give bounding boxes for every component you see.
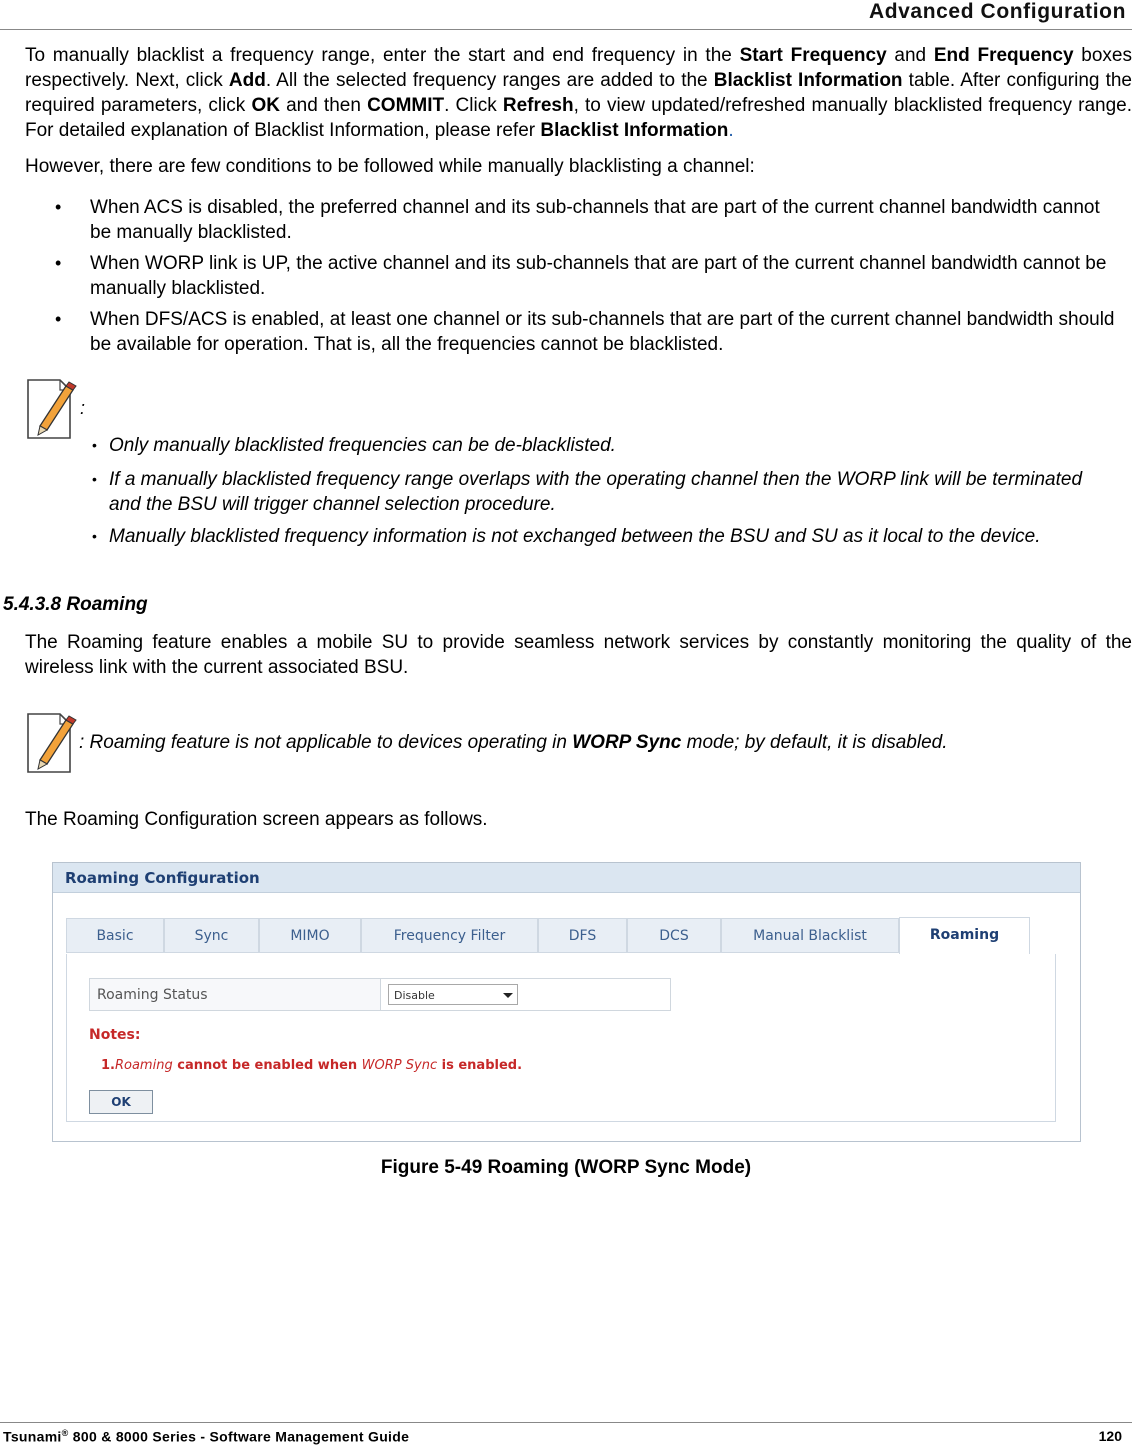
- note-colon: :: [80, 398, 86, 418]
- screen-intro: The Roaming Configuration screen appears as follows.: [25, 809, 488, 830]
- roaming-note: [79, 732, 948, 754]
- footer-title: [3, 1428, 409, 1445]
- bullet: •: [55, 253, 62, 273]
- header-rule: [0, 29, 1132, 30]
- roaming-status-label: Roaming Status: [90, 979, 381, 1010]
- roaming-paragraph: The Roaming feature enables a mobile SU to provide seamless network services by constantly monitoring the quality of the wireless link with the current associated BSU.: [25, 632, 1132, 678]
- bold-term: Refresh: [502, 95, 574, 116]
- condition-item: [55, 251, 1120, 301]
- text-run: To manually blacklist a frequency range, enter the start and end frequency in the: [25, 45, 740, 66]
- chevron-down-icon: [503, 993, 513, 998]
- bold-term: WORP Sync: [572, 732, 682, 753]
- tab-panel: [66, 954, 1056, 1122]
- text-run: . All the selected frequency ranges are added to the: [265, 70, 714, 91]
- text-run: 1.: [101, 1058, 115, 1073]
- text-run: and then: [279, 95, 368, 116]
- bullet: •: [55, 197, 62, 217]
- text-run: 800 & 8000 Series - Software Management Guide: [68, 1428, 410, 1445]
- page-header-title: Advanced Configuration: [868, 0, 1126, 23]
- text-run: , to view updated/refreshed manually blacklisted frequency range. For detailed explanation of Blacklist Information, please refer: [25, 95, 1132, 141]
- text-run: cannot be enabled when: [172, 1058, 362, 1073]
- condition-item: [55, 307, 1120, 357]
- text-run: boxes respectively. Next, click: [25, 45, 1132, 91]
- bullet: •: [92, 471, 97, 487]
- text-run: . Click: [444, 95, 503, 116]
- condition-text: When ACS is disabled, the preferred channel and its sub-channels that are part of the current channel bandwidth cannot be manually blacklisted.: [90, 197, 1100, 243]
- note-text: Only manually blacklisted frequencies can be de-blacklisted.: [109, 435, 616, 456]
- bullet: •: [92, 437, 97, 453]
- note-item: [92, 524, 1112, 549]
- roaming-config-screenshot: [52, 862, 1081, 1142]
- bullet: •: [55, 309, 62, 329]
- conditions-intro: However, there are few conditions to be followed while manually blacklisting a channel:: [25, 156, 755, 177]
- note-line: [101, 1058, 522, 1073]
- text-run: mode; by default, it is disabled.: [681, 732, 948, 753]
- note-pencil-icon: [26, 376, 78, 440]
- page-number: 120: [1098, 1428, 1122, 1444]
- section-heading: 5.4.3.8 Roaming: [3, 594, 148, 615]
- text-run: : Roaming feature is not applicable to devices operating in: [79, 732, 573, 753]
- text-run: and: [886, 45, 934, 66]
- bold-term: Add: [228, 70, 266, 91]
- tab-sync[interactable]: Sync: [164, 918, 259, 953]
- tab-frequency-filter[interactable]: Frequency Filter: [361, 918, 538, 953]
- text-run: table. After configuring the required parameters, click: [25, 70, 1132, 116]
- select-value: Disable: [394, 989, 435, 1002]
- text-run: .: [728, 120, 734, 141]
- intro-paragraph: [25, 43, 1132, 143]
- ok-button[interactable]: OK: [89, 1090, 153, 1114]
- bold-term: Blacklist Information: [540, 120, 729, 141]
- bold-term: Blacklist Information: [713, 70, 903, 91]
- note-text: If a manually blacklisted frequency range overlaps with the operating channel then the WORP link will be terminated and the BSU will trigger channel selection procedure.: [109, 469, 1083, 515]
- tab-bar: [66, 918, 1056, 954]
- condition-text: When DFS/ACS is enabled, at least one channel or its sub-channels that are part of the current channel bandwidth should be available for operation. That is, all the frequencies cannot be blacklisted.: [90, 309, 1115, 355]
- footer-rule: [0, 1422, 1132, 1423]
- tab-manual-blacklist[interactable]: Manual Blacklist: [721, 918, 899, 953]
- roaming-status-select[interactable]: [388, 984, 518, 1005]
- figure-caption: Figure 5-49 Roaming (WORP Sync Mode): [380, 1157, 752, 1178]
- tab-dcs[interactable]: DCS: [627, 918, 721, 953]
- notes-heading: Notes:: [89, 1027, 141, 1043]
- roaming-status-row: [89, 978, 671, 1011]
- registered-mark: ®: [61, 1428, 69, 1438]
- bold-term: End Frequency: [933, 45, 1074, 66]
- note-item: [92, 433, 1112, 458]
- tab-roaming[interactable]: Roaming: [899, 917, 1030, 954]
- tab-mimo[interactable]: MIMO: [259, 918, 361, 953]
- screen-title: Roaming Configuration: [53, 863, 1080, 893]
- bold-term: OK: [251, 95, 280, 116]
- italic-term: Roaming: [114, 1058, 173, 1073]
- bold-term: Start Frequency: [739, 45, 887, 66]
- text-run: Tsunami: [3, 1428, 62, 1445]
- note-text: Manually blacklisted frequency information is not exchanged between the BSU and SU as it local to the device.: [109, 526, 1041, 547]
- condition-item: [55, 195, 1120, 245]
- bullet: •: [92, 528, 97, 544]
- tab-dfs[interactable]: DFS: [538, 918, 627, 953]
- bold-term: COMMIT: [367, 95, 445, 116]
- tab-basic[interactable]: Basic: [66, 918, 164, 953]
- note-pencil-icon: [26, 710, 78, 774]
- italic-term: WORP Sync: [361, 1058, 438, 1073]
- text-run: is enabled.: [437, 1058, 523, 1073]
- condition-text: When WORP link is UP, the active channel and its sub-channels that are part of the current channel bandwidth cannot be manually blacklisted.: [90, 253, 1107, 299]
- note-item: [92, 467, 1112, 517]
